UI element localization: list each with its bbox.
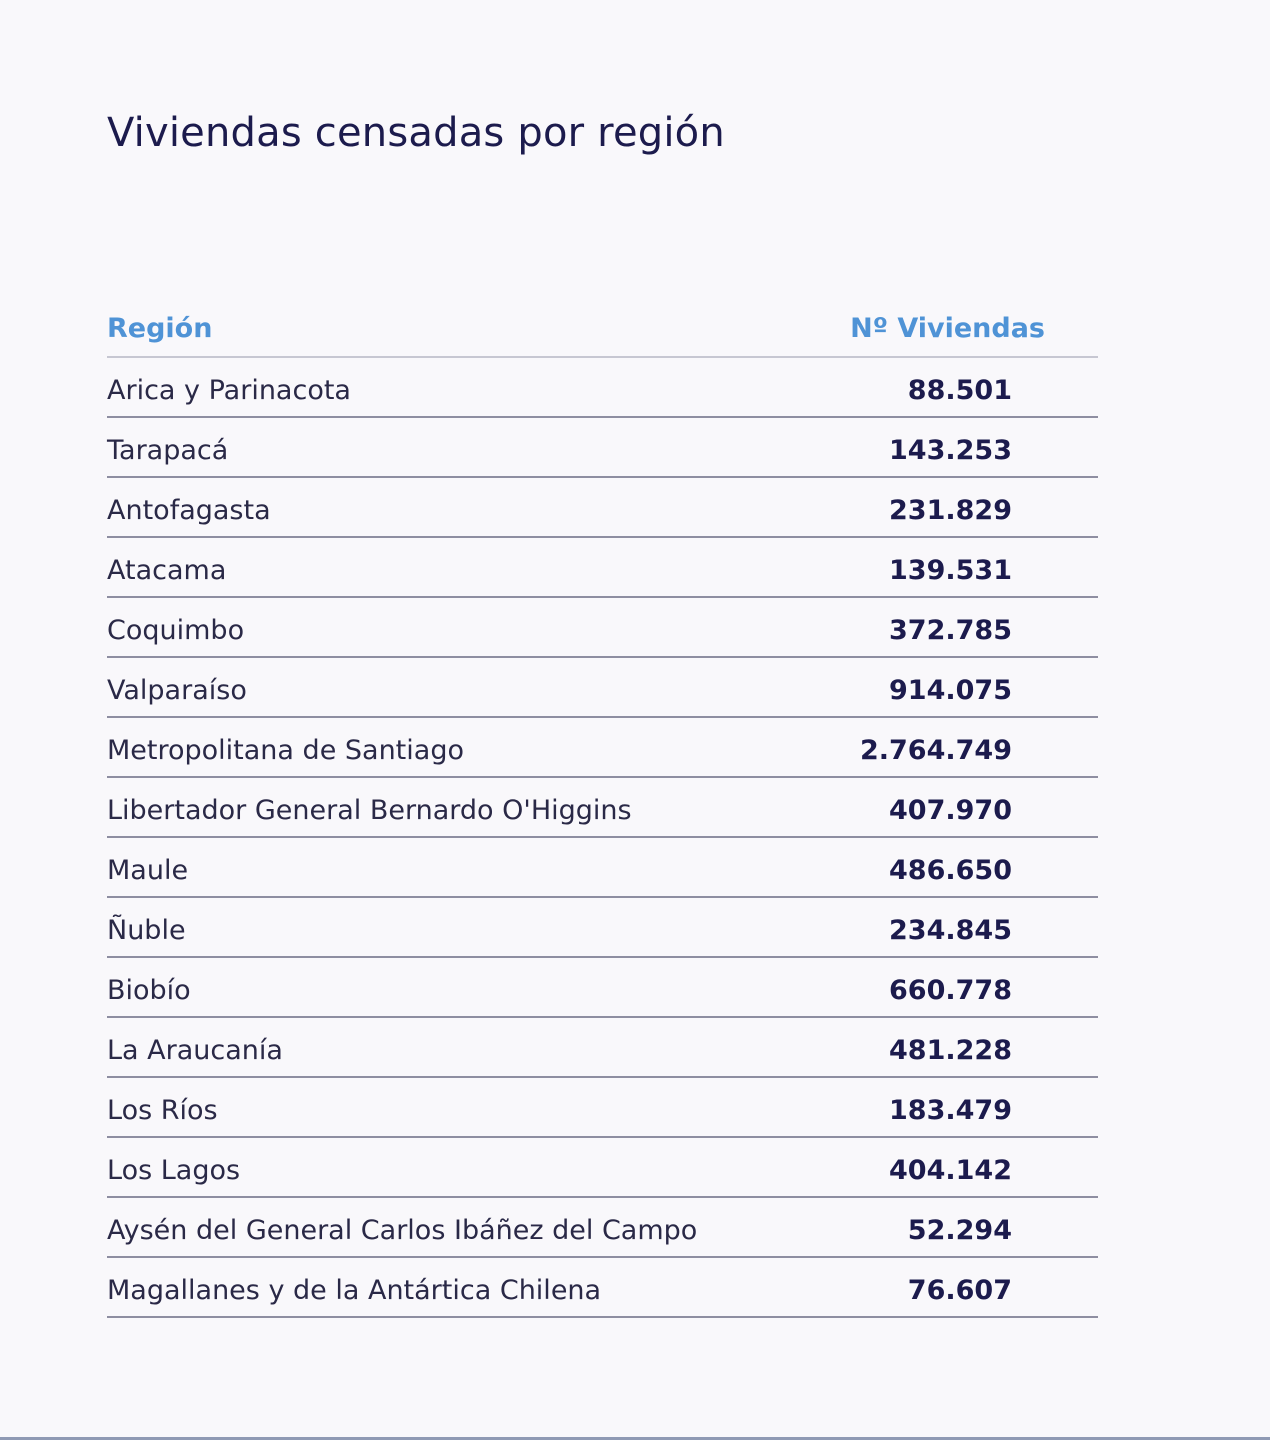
region-name: Maule [107, 855, 189, 886]
housing-count-column-header: Nº Viviendas [850, 313, 1045, 344]
table-row [107, 598, 1098, 658]
region-column-header: Región [107, 313, 213, 344]
table-header-row [107, 300, 1098, 358]
housing-count: 76.607 [907, 1275, 1012, 1306]
table-row [107, 1198, 1098, 1258]
table-row [107, 778, 1098, 838]
region-name: Ñuble [107, 915, 186, 946]
table-row [107, 418, 1098, 478]
housing-count: 404.142 [889, 1155, 1012, 1186]
table-row [107, 358, 1098, 418]
region-name: Los Ríos [107, 1095, 218, 1126]
housing-count: 2.764.749 [859, 735, 1012, 766]
region-name: Biobío [107, 975, 191, 1006]
region-name: Magallanes y de la Antártica Chilena [107, 1275, 602, 1306]
table-body [107, 358, 1098, 1318]
housing-count: 486.650 [889, 855, 1012, 886]
housing-count: 231.829 [889, 495, 1012, 526]
page-title: Viviendas censadas por región [107, 110, 725, 156]
region-name: Metropolitana de Santiago [107, 735, 464, 766]
region-name: La Araucanía [107, 1035, 283, 1066]
table-row [107, 838, 1098, 898]
housing-count: 660.778 [889, 975, 1012, 1006]
table-row [107, 1018, 1098, 1078]
housing-count: 372.785 [889, 615, 1012, 646]
housing-count: 88.501 [907, 375, 1012, 406]
region-name: Valparaíso [107, 675, 247, 706]
housing-by-region-table [107, 300, 1098, 1318]
housing-count: 143.253 [889, 435, 1012, 466]
table-row [107, 958, 1098, 1018]
housing-count: 481.228 [889, 1035, 1012, 1066]
table-row [107, 478, 1098, 538]
table-row [107, 1138, 1098, 1198]
region-name: Aysén del General Carlos Ibáñez del Campo [107, 1215, 698, 1246]
housing-count: 234.845 [889, 915, 1012, 946]
region-name: Tarapacá [107, 435, 229, 466]
housing-count: 183.479 [889, 1095, 1012, 1126]
region-name: Libertador General Bernardo O'Higgins [107, 795, 632, 826]
housing-count: 914.075 [889, 675, 1012, 706]
table-row [107, 658, 1098, 718]
housing-count: 52.294 [907, 1215, 1012, 1246]
region-name: Arica y Parinacota [107, 375, 351, 406]
table-row [107, 898, 1098, 958]
housing-count: 139.531 [889, 555, 1012, 586]
region-name: Coquimbo [107, 615, 245, 646]
region-name: Atacama [107, 555, 227, 586]
table-row [107, 718, 1098, 778]
housing-count: 407.970 [889, 795, 1012, 826]
region-name: Antofagasta [107, 495, 271, 526]
table-row [107, 1258, 1098, 1318]
region-name: Los Lagos [107, 1155, 241, 1186]
table-row [107, 538, 1098, 598]
table-row [107, 1078, 1098, 1138]
